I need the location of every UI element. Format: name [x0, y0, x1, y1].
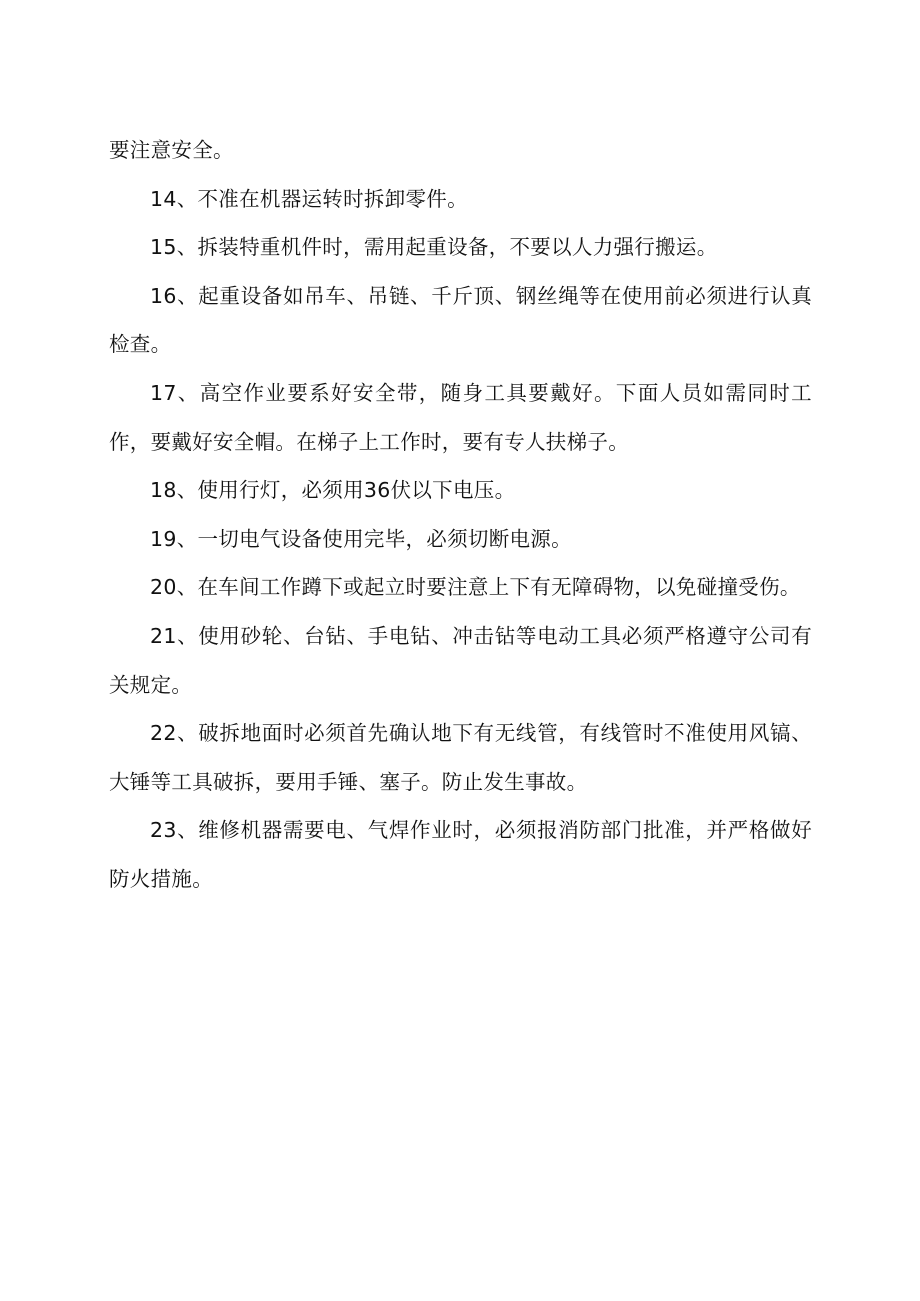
rule-item-15	[109, 223, 812, 272]
rule-text: 破拆地面时必须首先确认地下有无线管，有线管时不准使用风镐、大锤等工具破拆，要用手锤、塞子。防止发生事故。	[109, 721, 812, 794]
rule-item-23	[109, 806, 812, 903]
rule-item-20	[109, 563, 812, 612]
continuation-paragraph: 要注意安全。	[109, 138, 234, 162]
rule-separator: 、	[176, 526, 198, 551]
rule-separator: 、	[176, 623, 199, 648]
rule-number: 17	[150, 380, 177, 405]
rule-separator: 、	[176, 818, 199, 843]
rule-text: 不准在机器运转时拆卸零件。	[197, 186, 468, 211]
rule-number: 22	[150, 721, 177, 746]
rule-text: 拆装特重机件时，需用起重设备，不要以人力强行搬运。	[197, 235, 718, 260]
rule-separator: 、	[176, 283, 199, 308]
rule-item-21	[109, 612, 812, 709]
rule-text: 高空作业要系好安全带，随身工具要戴好。下面人员如需同时工作，要戴好安全帽。在梯子上工作时，要有专人扶梯子。	[109, 380, 812, 454]
rule-separator: 、	[176, 478, 198, 503]
rule-text: 使用砂轮、台钻、手电钻、冲击钻等电动工具必须严格遵守公司有关规定。	[109, 623, 812, 697]
rule-text: 在车间工作蹲下或起立时要注意上下有无障碍物，以免碰撞受伤。	[197, 575, 801, 600]
rule-text: 起重设备如吊车、吊链、千斤顶、钢丝绳等在使用前必须进行认真检查。	[109, 283, 812, 357]
rule-number: 21	[150, 623, 177, 648]
rule-number: 15	[150, 235, 177, 260]
rule-separator: 、	[176, 721, 199, 746]
rule-separator: 、	[176, 380, 200, 405]
rule-text: 维修机器需要电、气焊作业时，必须报消防部门批准，并严格做好防火措施。	[109, 818, 812, 891]
rule-number: 14	[150, 186, 177, 211]
rule-item-18	[109, 466, 812, 515]
rule-number: 23	[150, 818, 177, 843]
rule-separator: 、	[176, 186, 198, 211]
rule-number: 18	[150, 478, 177, 503]
rule-item-17	[109, 369, 812, 466]
rule-text: 使用行灯，必须用36伏以下电压。	[197, 478, 516, 503]
rule-separator: 、	[176, 235, 198, 260]
rule-item-16	[109, 272, 812, 369]
rule-number: 16	[150, 283, 177, 308]
rule-number: 19	[150, 526, 177, 551]
rule-item-14	[109, 175, 812, 224]
rule-item-22	[109, 709, 812, 806]
rule-item-19	[109, 515, 812, 564]
document-body	[109, 126, 812, 904]
rule-separator: 、	[176, 575, 198, 600]
rule-number: 20	[150, 575, 177, 600]
rule-text: 一切电气设备使用完毕，必须切断电源。	[197, 526, 572, 551]
